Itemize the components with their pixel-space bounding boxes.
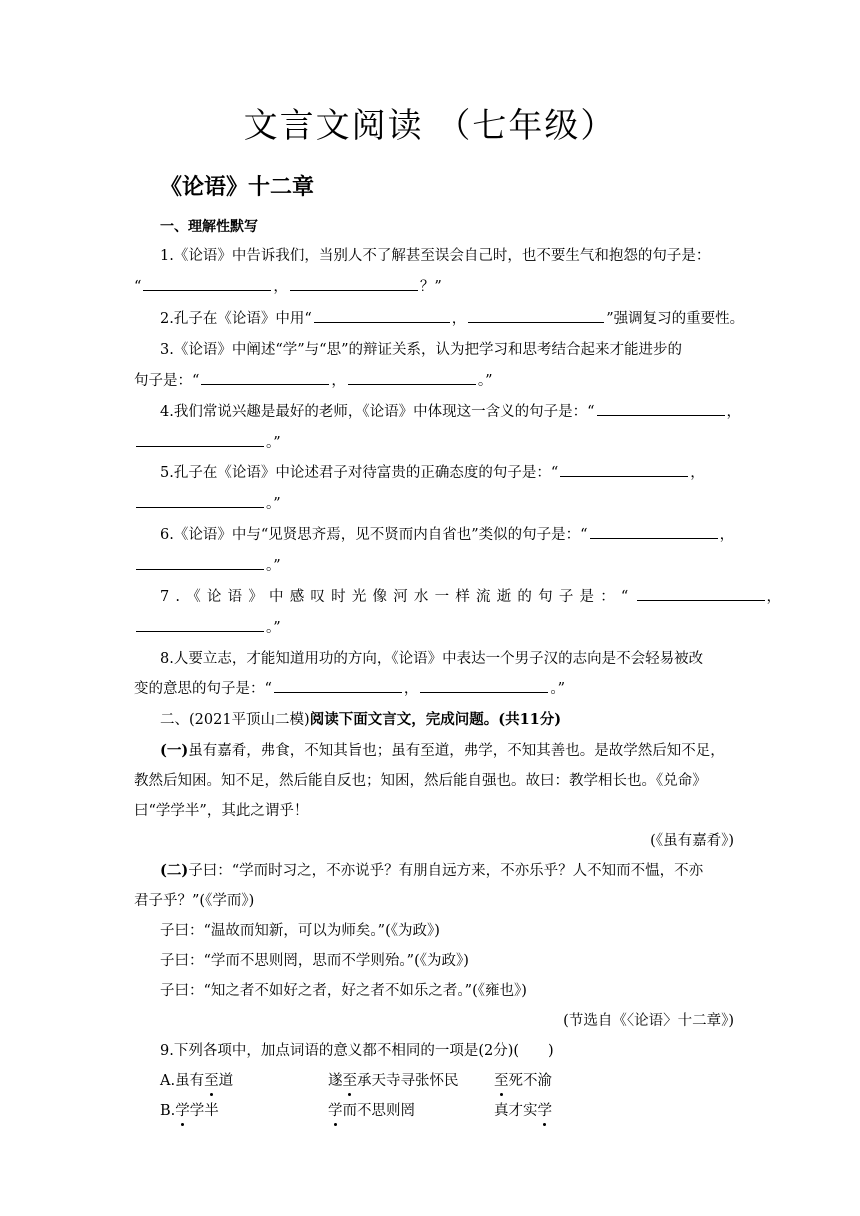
question-6-answer: 。”: [134, 555, 734, 577]
answer-blank[interactable]: [136, 493, 264, 508]
passage-2-line: 子曰：“知之者不如好之者，好之者不如乐之者。”(《雍也》): [160, 983, 527, 999]
question-1-answer: “ ， ？”: [134, 276, 734, 298]
option-b-col2: 学而不思则罔: [328, 1100, 415, 1122]
section-title: 《论语》十二章: [160, 174, 315, 200]
answer-blank[interactable]: [143, 276, 271, 291]
question-3-answer: 句子是：“ ， 。”: [134, 370, 734, 392]
passage-2-line: 君子乎？”(《学而》): [134, 893, 255, 909]
answer-blank[interactable]: [136, 617, 264, 632]
answer-blank[interactable]: [136, 432, 264, 447]
answer-blank[interactable]: [348, 370, 476, 385]
question-2: 2.孔子在《论语》中用“ ， ”强调复习的重要性。: [160, 308, 734, 330]
passage-2-line: (二)子曰：“学而时习之，不亦说乎？有朋自远方来，不亦乐乎？人不知而不愠，不亦: [160, 862, 704, 879]
question-5-answer: 。”: [134, 493, 734, 515]
part1-heading: 一、理解性默写: [160, 219, 258, 235]
answer-blank[interactable]: [274, 678, 402, 693]
passage-1-line: (一)虽有嘉肴，弗食，不知其旨也；虽有至道，弗学，不知其善也。是故学然后知不足，: [160, 742, 725, 759]
question-4-answer: 。”: [134, 432, 734, 454]
passage-2-source: (节选自《〈论语〉十二章》): [563, 1013, 734, 1029]
question-7-stem: 7.《论语》中感叹时光像河水一样流逝的句子是：“ ，: [160, 586, 734, 608]
answer-blank[interactable]: [314, 308, 450, 323]
part2-heading: 二、(2021平顶山二模)阅读下面文言文，完成问题。(共11分): [160, 711, 562, 728]
option-b-col3: 真才实学: [494, 1100, 552, 1122]
question-8-stem: 8.人要立志，才能知道用功的方向，《论语》中表达一个男子汉的志向是不会轻易被改: [160, 651, 704, 667]
question-6-stem: 6.《论语》中与“见贤思齐焉，见不贤而内自省也”类似的句子是：“ ，: [160, 524, 734, 546]
answer-blank[interactable]: [201, 370, 329, 385]
answer-blank[interactable]: [590, 524, 718, 539]
option-a-col2: 遂至承天寺寻张怀民: [328, 1070, 459, 1092]
answer-blank[interactable]: [136, 555, 264, 570]
passage-1-source: (《虽有嘉肴》): [650, 833, 734, 849]
question-3-stem: 3.《论语》中阐述“学”与“思”的辩证关系，认为把学习和思考结合起来才能进步的: [160, 342, 682, 358]
answer-blank[interactable]: [468, 308, 604, 323]
question-1-stem: 1.《论语》中告诉我们，当别人不了解甚至误会自己时，也不要生气和抱怨的句子是：: [160, 248, 711, 264]
question-9-stem: 9.下列各项中，加点词语的意义都不相同的一项是(2分)( ): [160, 1043, 554, 1059]
passage-1-line: 曰“学学半”，其此之谓乎！: [134, 803, 309, 819]
question-5-stem: 5.孔子在《论语》中论述君子对待富贵的正确态度的句子是：“ ，: [160, 462, 734, 484]
passage-2-line: 子曰：“学而不思则罔，思而不学则殆。”(《为政》): [160, 953, 469, 969]
answer-blank[interactable]: [637, 586, 765, 601]
answer-blank[interactable]: [560, 462, 688, 477]
question-7-answer: 。”: [134, 617, 734, 639]
answer-blank[interactable]: [420, 678, 548, 693]
answer-blank[interactable]: [597, 401, 725, 416]
passage-1-line: 教然后知困。知不足，然后能自反也；知困，然后能自强也。故曰：教学相长也。《兑命》: [134, 773, 707, 789]
passage-2-line: 子曰：“温故而知新，可以为师矣。”(《为政》): [160, 923, 440, 939]
document-title: 文言文阅读 （七年级）: [243, 106, 617, 146]
question-8-answer: 变的意思的句子是：“ ， 。”: [134, 678, 734, 700]
option-a-col3: 至死不渝: [494, 1070, 552, 1092]
option-b-col1[interactable]: B.学学半: [160, 1100, 219, 1122]
question-4-stem: 4.我们常说兴趣是最好的老师，《论语》中体现这一含义的句子是：“ ，: [160, 401, 734, 423]
option-a-col1[interactable]: A.虽有至道: [160, 1070, 233, 1092]
answer-blank[interactable]: [290, 276, 418, 291]
